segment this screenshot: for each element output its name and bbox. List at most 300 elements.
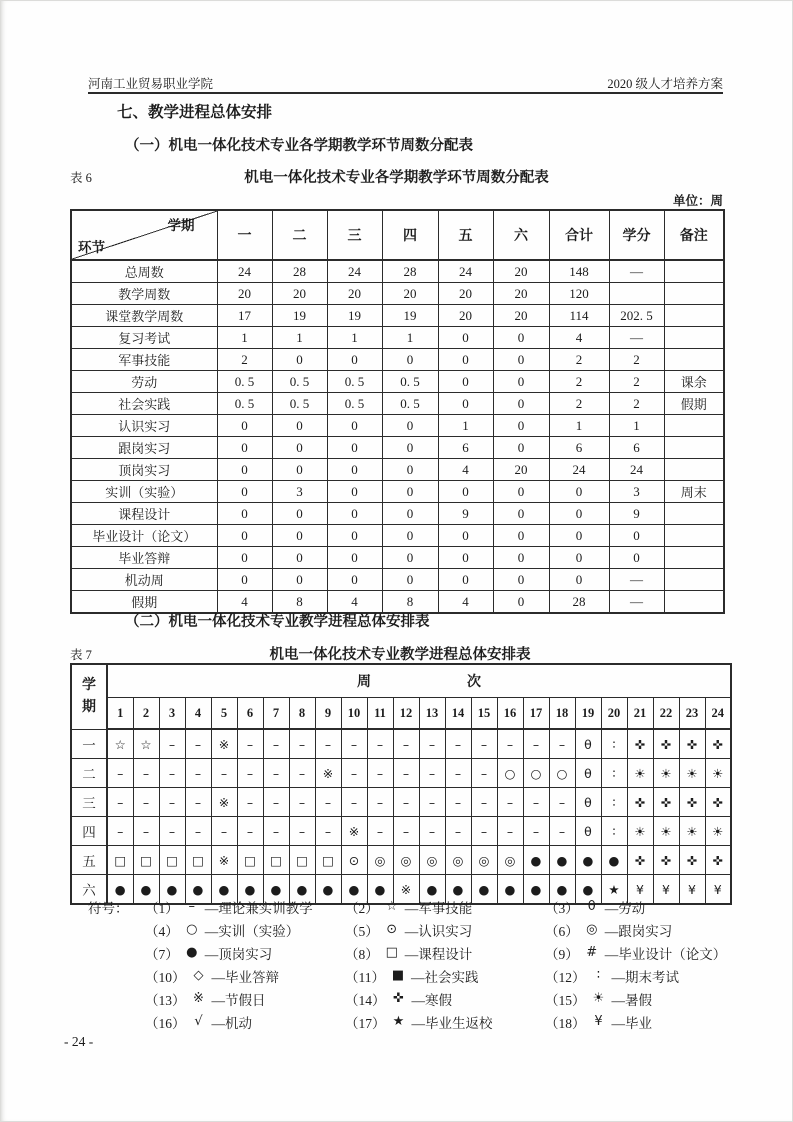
schedule-symbol-cell: ✜ bbox=[653, 729, 679, 759]
legend-item-description: —暑假 bbox=[611, 992, 652, 1008]
table6-cell: 0 bbox=[549, 481, 609, 503]
table6-row-label: 跟岗实习 bbox=[71, 437, 217, 459]
table6-cell: 0 bbox=[493, 503, 549, 525]
schedule-symbol-cell: ● bbox=[107, 875, 133, 905]
table6-row-label: 毕业设计（论文） bbox=[71, 525, 217, 547]
table6-column-header: 备注 bbox=[664, 210, 724, 260]
schedule-symbol-cell: □ bbox=[159, 846, 185, 875]
table6-cell bbox=[664, 305, 724, 327]
table6-cell: 0 bbox=[493, 349, 549, 371]
table6-cell: 0 bbox=[327, 547, 382, 569]
table7-week-header-row bbox=[71, 664, 731, 698]
table6-cell: 0 bbox=[493, 525, 549, 547]
schedule-symbol-cell: ∶ bbox=[601, 817, 627, 846]
table6-row bbox=[71, 260, 724, 283]
table6-cell: 0 bbox=[493, 591, 549, 614]
table6-cell: 0 bbox=[272, 569, 327, 591]
schedule-symbol-cell: □ bbox=[107, 846, 133, 875]
table6-row-label: 复习考试 bbox=[71, 327, 217, 349]
schedule-symbol-cell: – bbox=[133, 817, 159, 846]
legend-item-symbol: ※ bbox=[193, 991, 204, 1006]
legend-item bbox=[545, 943, 745, 963]
table6-label: 表 6 bbox=[70, 171, 92, 185]
legend-item-symbol: # bbox=[586, 945, 598, 960]
schedule-symbol-cell: □ bbox=[185, 846, 211, 875]
schedule-symbol-cell: – bbox=[237, 729, 263, 759]
table6-row bbox=[71, 349, 724, 371]
legend-row bbox=[88, 895, 745, 918]
week-number-header: 1 bbox=[107, 698, 133, 730]
table6-cell: 20 bbox=[493, 459, 549, 481]
table6-cell: 0 bbox=[272, 349, 327, 371]
table6-cell: 4 bbox=[438, 591, 493, 614]
table6-cell: 3 bbox=[272, 481, 327, 503]
schedule-symbol-cell: – bbox=[445, 729, 471, 759]
table6-cell: 24 bbox=[327, 260, 382, 283]
week-number-header: 24 bbox=[705, 698, 731, 730]
table6-cell: 假期 bbox=[664, 393, 724, 415]
table6-row-label: 机动周 bbox=[71, 569, 217, 591]
schedule-symbol-cell: ※ bbox=[341, 817, 367, 846]
semester-header-text: 学期 bbox=[82, 678, 96, 715]
legend-item-symbol: ✜ bbox=[393, 991, 404, 1006]
schedule-symbol-cell: – bbox=[497, 817, 523, 846]
table6-cell: 28 bbox=[549, 591, 609, 614]
table6-cell bbox=[664, 569, 724, 591]
legend-item bbox=[545, 920, 745, 940]
table6-row-label: 假期 bbox=[71, 591, 217, 614]
schedule-symbol-cell: – bbox=[367, 729, 393, 759]
table6-row-label: 认识实习 bbox=[71, 415, 217, 437]
table7-semester-label: 二 bbox=[71, 759, 107, 788]
legend-item-symbol: ■ bbox=[391, 968, 405, 983]
table6-cell: 2 bbox=[549, 371, 609, 393]
table6-cell: 0 bbox=[217, 503, 272, 525]
schedule-symbol-cell: ✜ bbox=[627, 846, 653, 875]
schedule-symbol-cell: – bbox=[445, 788, 471, 817]
table6-cell: 120 bbox=[549, 283, 609, 305]
legend-item bbox=[545, 1012, 745, 1032]
schedule-symbol-cell: – bbox=[549, 729, 575, 759]
legend-item-description: —社会实践 bbox=[411, 969, 479, 985]
table6-cell: 6 bbox=[609, 437, 664, 459]
table6-cell: 0 bbox=[327, 437, 382, 459]
table6-cell: 20 bbox=[438, 305, 493, 327]
schedule-symbol-cell: – bbox=[237, 759, 263, 788]
table6-cell: 0 bbox=[549, 525, 609, 547]
legend-item bbox=[145, 1012, 345, 1032]
schedule-symbol-cell: – bbox=[367, 759, 393, 788]
table6-cell: 24 bbox=[217, 260, 272, 283]
schedule-symbol-cell: – bbox=[341, 729, 367, 759]
table6-column-header: 一 bbox=[217, 210, 272, 260]
schedule-symbol-cell: ◎ bbox=[471, 846, 497, 875]
table7-label: 表 7 bbox=[70, 648, 92, 662]
table6-cell: 课余 bbox=[664, 371, 724, 393]
table6-cell: 0 bbox=[382, 503, 438, 525]
schedule-symbol-cell: ● bbox=[549, 846, 575, 875]
table6-cell: 0 bbox=[438, 547, 493, 569]
legend-item bbox=[345, 920, 545, 940]
week-number-header: 23 bbox=[679, 698, 705, 730]
table7-title: 机电一体化技术专业教学进程总体安排表 bbox=[269, 647, 531, 663]
week-number-header: 3 bbox=[159, 698, 185, 730]
table6-cell: 0 bbox=[272, 547, 327, 569]
table6-cell bbox=[664, 503, 724, 525]
legend-item bbox=[145, 966, 345, 986]
schedule-symbol-cell: ☆ bbox=[133, 729, 159, 759]
table6-cell: 1 bbox=[382, 327, 438, 349]
table6-cell: 0 bbox=[382, 349, 438, 371]
legend-item-description: —毕业设计（论文） bbox=[604, 946, 727, 962]
table7-semester-label: 一 bbox=[71, 729, 107, 759]
table6-row bbox=[71, 327, 724, 349]
table6-cell: 0 bbox=[272, 503, 327, 525]
schedule-symbol-cell: ◎ bbox=[419, 846, 445, 875]
week-number-header: 17 bbox=[523, 698, 549, 730]
table6-cell: 0 bbox=[382, 547, 438, 569]
schedule-symbol-cell: – bbox=[107, 788, 133, 817]
table6-row-label: 劳动 bbox=[71, 371, 217, 393]
schedule-symbol-cell: ● bbox=[185, 875, 211, 905]
legend-item bbox=[145, 943, 345, 963]
schedule-symbol-cell: – bbox=[419, 817, 445, 846]
legend-row bbox=[88, 987, 745, 1010]
schedule-symbol-cell: ☀ bbox=[705, 759, 731, 788]
table7-row bbox=[71, 729, 731, 759]
schedule-symbol-cell: – bbox=[263, 759, 289, 788]
week-number-header: 19 bbox=[575, 698, 601, 730]
table6-cell: 0 bbox=[493, 415, 549, 437]
schedule-symbol-cell: – bbox=[159, 729, 185, 759]
table6-cell: 0. 5 bbox=[272, 393, 327, 415]
header-school-name: 河南工业贸易职业学院 bbox=[88, 77, 214, 91]
schedule-symbol-cell: – bbox=[471, 817, 497, 846]
legend-item-symbol: ☀ bbox=[592, 991, 605, 1006]
table7-semester-header bbox=[71, 664, 107, 729]
table6-cell: 0 bbox=[549, 503, 609, 525]
schedule-symbol-cell: ✜ bbox=[705, 846, 731, 875]
table7-caption bbox=[70, 643, 730, 664]
legend-item-number: （1） bbox=[145, 900, 179, 916]
page-number: - 24 - bbox=[64, 1034, 94, 1049]
table6-cell: 周末 bbox=[664, 481, 724, 503]
schedule-symbol-cell: ※ bbox=[211, 846, 237, 875]
table7-row bbox=[71, 817, 731, 846]
subsection-2-title: （二）机电一体化技术专业教学进程总体安排表 bbox=[125, 614, 430, 630]
schedule-symbol-cell: – bbox=[289, 759, 315, 788]
table6-cell: 2 bbox=[609, 349, 664, 371]
table6-cell: 0 bbox=[272, 525, 327, 547]
schedule-symbol-cell: ✜ bbox=[679, 846, 705, 875]
schedule-symbol-cell: ● bbox=[289, 875, 315, 905]
header-plan-name: 2020 级人才培养方案 bbox=[607, 77, 723, 91]
legend-row bbox=[88, 1010, 745, 1033]
table6-row bbox=[71, 283, 724, 305]
table6-cell: 0 bbox=[382, 525, 438, 547]
unit-note: 单位：周 bbox=[672, 194, 723, 208]
table6-cell: 0 bbox=[382, 481, 438, 503]
legend-item-number: （14） bbox=[345, 992, 386, 1008]
legend-item bbox=[145, 989, 345, 1009]
table6-cell: 0 bbox=[493, 481, 549, 503]
table6-cell: 0 bbox=[493, 327, 549, 349]
table6-cell: 202. 5 bbox=[609, 305, 664, 327]
table6-cell: 0 bbox=[272, 459, 327, 481]
table6-cell: 0. 5 bbox=[217, 393, 272, 415]
schedule-symbol-cell: ◎ bbox=[367, 846, 393, 875]
legend-item bbox=[545, 989, 745, 1009]
schedule-symbol-cell: ● bbox=[601, 846, 627, 875]
schedule-symbol-cell: – bbox=[263, 729, 289, 759]
table6-row bbox=[71, 415, 724, 437]
table6-cell: 0 bbox=[217, 459, 272, 481]
schedule-symbol-cell: ○ bbox=[497, 759, 523, 788]
schedule-symbol-cell: θ bbox=[575, 729, 601, 759]
table6-cell: 20 bbox=[493, 305, 549, 327]
schedule-symbol-cell: ✜ bbox=[653, 788, 679, 817]
table6-cell: 8 bbox=[272, 591, 327, 614]
table6-cell bbox=[664, 591, 724, 614]
week-number-header: 2 bbox=[133, 698, 159, 730]
semester-weeks-table bbox=[70, 209, 725, 614]
table6-row-label: 总周数 bbox=[71, 260, 217, 283]
week-number-header: 12 bbox=[393, 698, 419, 730]
legend-item-description: —跟岗实习 bbox=[604, 923, 673, 939]
table6-cell: 19 bbox=[382, 305, 438, 327]
table6-cell: 114 bbox=[549, 305, 609, 327]
weeks-header-left: 周 bbox=[357, 675, 371, 690]
table6-cell: 4 bbox=[438, 459, 493, 481]
schedule-symbol-cell: ☀ bbox=[679, 817, 705, 846]
schedule-symbol-cell: – bbox=[211, 759, 237, 788]
table6-cell: 2 bbox=[549, 393, 609, 415]
schedule-symbol-cell: ☀ bbox=[627, 759, 653, 788]
table6-cell: 28 bbox=[382, 260, 438, 283]
legend-item-symbol: √ bbox=[194, 1014, 203, 1029]
table6-cell bbox=[664, 260, 724, 283]
schedule-symbol-cell: – bbox=[211, 817, 237, 846]
legend-item bbox=[345, 897, 545, 917]
table6-cell: 24 bbox=[438, 260, 493, 283]
weeks-header-right: 次 bbox=[467, 675, 481, 690]
legend-item-description: —节假日 bbox=[211, 992, 266, 1008]
table6-cell: 4 bbox=[217, 591, 272, 614]
table6-caption bbox=[70, 166, 723, 187]
schedule-symbol-cell: – bbox=[341, 759, 367, 788]
legend-item-symbol: – bbox=[188, 899, 195, 914]
schedule-symbol-cell: – bbox=[185, 729, 211, 759]
table7-semester-label: 三 bbox=[71, 788, 107, 817]
legend-prefix: 符号： bbox=[88, 900, 129, 916]
table6-cell: 0 bbox=[438, 481, 493, 503]
table6-cell: 0 bbox=[327, 481, 382, 503]
legend-item-number: （6） bbox=[545, 923, 579, 939]
table7-row bbox=[71, 788, 731, 817]
schedule-symbol-cell: – bbox=[185, 817, 211, 846]
table6-row-label: 军事技能 bbox=[71, 349, 217, 371]
legend-item-description: —实训（实验） bbox=[204, 923, 300, 939]
table6-row bbox=[71, 503, 724, 525]
table6-cell: 28 bbox=[272, 260, 327, 283]
schedule-symbol-cell: – bbox=[393, 817, 419, 846]
schedule-symbol-cell: – bbox=[107, 759, 133, 788]
table6-header-row bbox=[71, 210, 724, 260]
schedule-symbol-cell: – bbox=[523, 729, 549, 759]
table6-cell: 0 bbox=[438, 393, 493, 415]
table6-cell: 0. 5 bbox=[217, 371, 272, 393]
legend-item bbox=[345, 966, 545, 986]
schedule-symbol-cell: ○ bbox=[523, 759, 549, 788]
schedule-symbol-cell: – bbox=[523, 817, 549, 846]
schedule-symbol-cell: ● bbox=[419, 875, 445, 905]
legend-item-description: —顶岗实习 bbox=[204, 946, 273, 962]
schedule-symbol-cell: ¥ bbox=[627, 875, 653, 905]
table6-cell: 0 bbox=[493, 547, 549, 569]
table6-cell: 0. 5 bbox=[382, 393, 438, 415]
table6-column-header: 五 bbox=[438, 210, 493, 260]
table6-cell: 0. 5 bbox=[272, 371, 327, 393]
schedule-symbol-cell: ✜ bbox=[653, 846, 679, 875]
legend-item-symbol: θ bbox=[587, 899, 596, 914]
schedule-symbol-cell: – bbox=[393, 759, 419, 788]
schedule-symbol-cell: □ bbox=[263, 846, 289, 875]
subsection-1-title: （一）机电一体化技术专业各学期教学环节周数分配表 bbox=[125, 138, 473, 154]
legend-item-description: —毕业生返校 bbox=[411, 1015, 493, 1031]
table6-cell: 20 bbox=[327, 283, 382, 305]
schedule-symbol-cell: – bbox=[367, 788, 393, 817]
table6-cell: 2 bbox=[609, 393, 664, 415]
table6-cell: 148 bbox=[549, 260, 609, 283]
legend-item-description: —寒假 bbox=[411, 992, 452, 1008]
week-number-header: 14 bbox=[445, 698, 471, 730]
schedule-symbol-cell: ※ bbox=[393, 875, 419, 905]
schedule-symbol-cell: – bbox=[497, 729, 523, 759]
table6-cell: 0 bbox=[438, 327, 493, 349]
schedule-symbol-cell: – bbox=[393, 729, 419, 759]
table7-semester-label: 六 bbox=[71, 875, 107, 905]
table6-cell: 0 bbox=[272, 415, 327, 437]
schedule-symbol-cell: – bbox=[315, 817, 341, 846]
schedule-symbol-cell: – bbox=[419, 729, 445, 759]
table6-cell bbox=[664, 437, 724, 459]
table6-cell: 0 bbox=[609, 525, 664, 547]
week-number-header: 22 bbox=[653, 698, 679, 730]
schedule-symbol-cell: θ bbox=[575, 788, 601, 817]
table6-cell: 0. 5 bbox=[327, 371, 382, 393]
running-header bbox=[88, 74, 723, 92]
schedule-symbol-cell: – bbox=[289, 817, 315, 846]
table6-cell: 0 bbox=[549, 547, 609, 569]
table6-cell: 0 bbox=[327, 459, 382, 481]
table6-cell: 6 bbox=[438, 437, 493, 459]
table6-cell: 20 bbox=[493, 283, 549, 305]
table6-cell: 2 bbox=[549, 349, 609, 371]
table6-cell: 0 bbox=[217, 437, 272, 459]
schedule-symbol-cell: ● bbox=[367, 875, 393, 905]
schedule-symbol-cell: ○ bbox=[549, 759, 575, 788]
legend-item-description: —课程设计 bbox=[404, 946, 473, 962]
schedule-symbol-cell: – bbox=[419, 788, 445, 817]
table6-cell: 0 bbox=[493, 569, 549, 591]
table6-column-header: 四 bbox=[382, 210, 438, 260]
schedule-symbol-cell: – bbox=[549, 788, 575, 817]
table6-cell: 0 bbox=[438, 349, 493, 371]
table6-cell: 1 bbox=[217, 327, 272, 349]
schedule-symbol-cell: – bbox=[393, 788, 419, 817]
table6-cell: 0. 5 bbox=[327, 393, 382, 415]
schedule-symbol-cell: ¥ bbox=[705, 875, 731, 905]
table6-cell: 0 bbox=[382, 459, 438, 481]
legend-item-symbol: ◎ bbox=[586, 922, 598, 937]
schedule-symbol-cell: □ bbox=[237, 846, 263, 875]
schedule-symbol-cell: – bbox=[107, 817, 133, 846]
legend-item-description: —毕业答辩 bbox=[211, 969, 279, 985]
legend-item-number: （18） bbox=[545, 1015, 586, 1031]
schedule-symbol-cell: – bbox=[367, 817, 393, 846]
teaching-schedule-table bbox=[70, 663, 732, 905]
legend-item-number: （2） bbox=[345, 900, 379, 916]
table6-cell bbox=[664, 283, 724, 305]
table6-cell: 0 bbox=[327, 525, 382, 547]
table6-cell: 20 bbox=[382, 283, 438, 305]
schedule-symbol-cell: – bbox=[523, 788, 549, 817]
schedule-symbol-cell: – bbox=[289, 729, 315, 759]
table6-cell: 0 bbox=[382, 437, 438, 459]
legend-item-number: （10） bbox=[145, 969, 186, 985]
table6-column-header: 学分 bbox=[609, 210, 664, 260]
table6-cell: 1 bbox=[609, 415, 664, 437]
table6-cell: 0 bbox=[327, 569, 382, 591]
legend-item-number: （16） bbox=[145, 1015, 186, 1031]
table6-cell: 1 bbox=[438, 415, 493, 437]
legend-item-description: —认识实习 bbox=[404, 923, 473, 939]
legend-item-number: （11） bbox=[345, 969, 385, 985]
schedule-symbol-cell: ● bbox=[575, 846, 601, 875]
schedule-symbol-cell: ● bbox=[523, 875, 549, 905]
table6-cell: 9 bbox=[438, 503, 493, 525]
week-number-header: 18 bbox=[549, 698, 575, 730]
table6-row-label: 课堂教学周数 bbox=[71, 305, 217, 327]
table6-cell: 0 bbox=[438, 371, 493, 393]
table6-cell: 20 bbox=[217, 283, 272, 305]
schedule-symbol-cell: ● bbox=[523, 846, 549, 875]
section-title: 七、教学进程总体安排 bbox=[117, 104, 273, 121]
table6-cell: 3 bbox=[609, 481, 664, 503]
legend-row bbox=[88, 918, 745, 941]
legend-item bbox=[145, 897, 345, 917]
table6-cell: 17 bbox=[217, 305, 272, 327]
table6-cell: 0 bbox=[217, 525, 272, 547]
table6-column-header: 三 bbox=[327, 210, 382, 260]
table6-row bbox=[71, 459, 724, 481]
schedule-symbol-cell: – bbox=[445, 759, 471, 788]
table6-row-label: 顶岗实习 bbox=[71, 459, 217, 481]
legend-row bbox=[88, 941, 745, 964]
week-number-header: 8 bbox=[289, 698, 315, 730]
week-number-header: 21 bbox=[627, 698, 653, 730]
schedule-symbol-cell: ☀ bbox=[653, 817, 679, 846]
week-number-header: 7 bbox=[263, 698, 289, 730]
legend-item-symbol: ◇ bbox=[193, 968, 204, 983]
legend-item-symbol: ★ bbox=[392, 1014, 405, 1029]
schedule-symbol-cell: – bbox=[315, 729, 341, 759]
table6-cell: — bbox=[609, 569, 664, 591]
schedule-symbol-cell: ● bbox=[471, 875, 497, 905]
legend-item-description: —劳动 bbox=[604, 900, 646, 916]
schedule-symbol-cell: – bbox=[471, 788, 497, 817]
table6-cell: 0 bbox=[327, 415, 382, 437]
